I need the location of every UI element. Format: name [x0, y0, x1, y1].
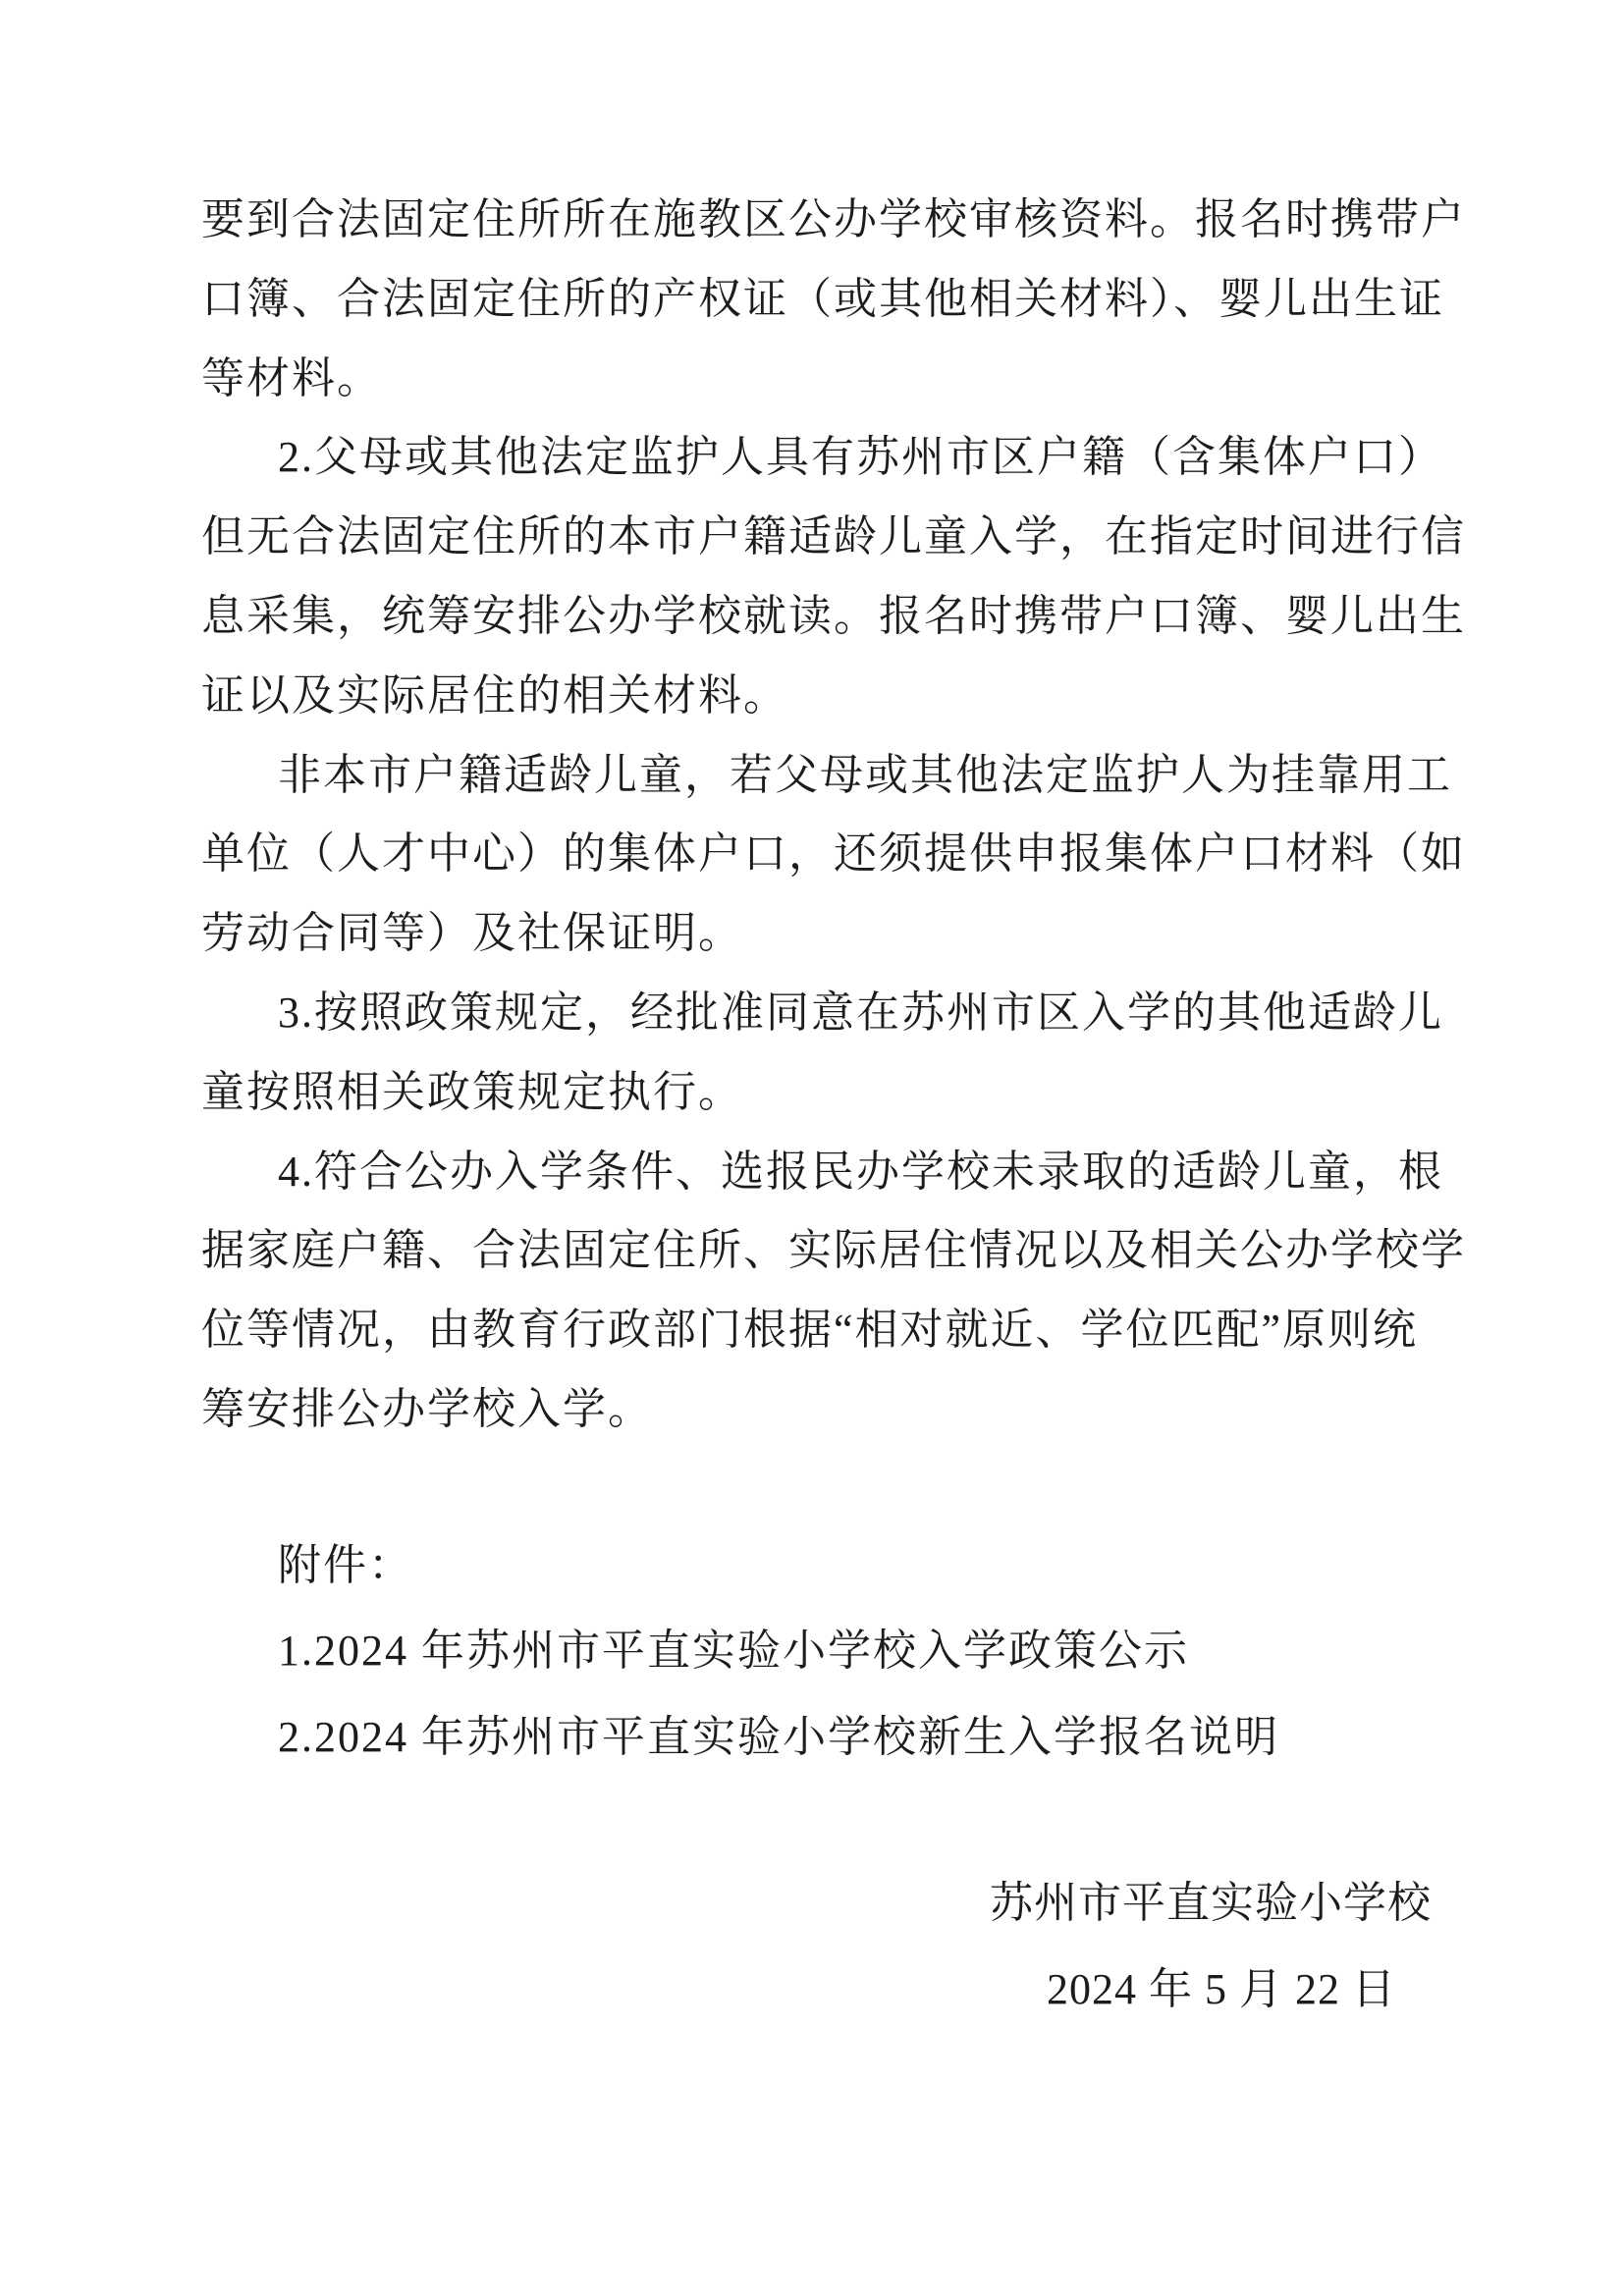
body-line: 童按照相关政策规定执行。: [201, 1068, 743, 1116]
signature-organization: 苏州市平直实验小学校: [990, 1879, 1432, 1927]
body-line-paragraph-start: 3.按照政策规定，经批准同意在苏州市区入学的其他适龄儿: [278, 988, 1443, 1037]
body-line: 位等情况，由教育行政部门根据“相对就近、学位匹配”原则统: [201, 1306, 1419, 1354]
body-line-paragraph-start: 4.符合公办入学条件、选报民办学校未录取的适龄儿童，根: [278, 1148, 1443, 1196]
body-line: 劳动合同等）及社保证明。: [201, 909, 743, 957]
attachments-label: 附件：: [278, 1541, 413, 1589]
body-line: 口簿、合法固定住所的产权证（或其他相关材料）、婴儿出生证: [201, 275, 1444, 323]
attachment-item: 1.2024 年苏州市平直实验小学校入学政策公示: [278, 1627, 1189, 1675]
attachment-item: 2.2024 年苏州市平直实验小学校新生入学报名说明: [278, 1713, 1279, 1761]
body-line: 要到合法固定住所所在施教区公办学校审核资料。报名时携带户: [201, 195, 1466, 243]
body-line: 证以及实际居住的相关材料。: [201, 671, 788, 720]
body-line: 等材料。: [201, 354, 382, 402]
body-line: 单位（人才中心）的集体户口，还须提供申报集体户口材料（如: [201, 829, 1466, 878]
body-line-paragraph-start: 2.父母或其他法定监护人具有苏州市区户籍（含集体户口）: [278, 433, 1443, 481]
body-line: 筹安排公办学校入学。: [201, 1385, 653, 1433]
body-line: 但无合法固定住所的本市户籍适龄儿童入学，在指定时间进行信: [201, 512, 1466, 561]
body-line: 据家庭户籍、合法固定住所、实际居住情况以及相关公办学校学: [201, 1226, 1466, 1274]
body-line-paragraph-start: 非本市户籍适龄儿童，若父母或其他法定监护人为挂靠用工: [278, 751, 1452, 799]
signature-date: 2024 年 5 月 22 日: [1047, 1965, 1396, 2013]
body-line: 息采集，统筹安排公办学校就读。报名时携带户口簿、婴儿出生: [201, 592, 1466, 640]
